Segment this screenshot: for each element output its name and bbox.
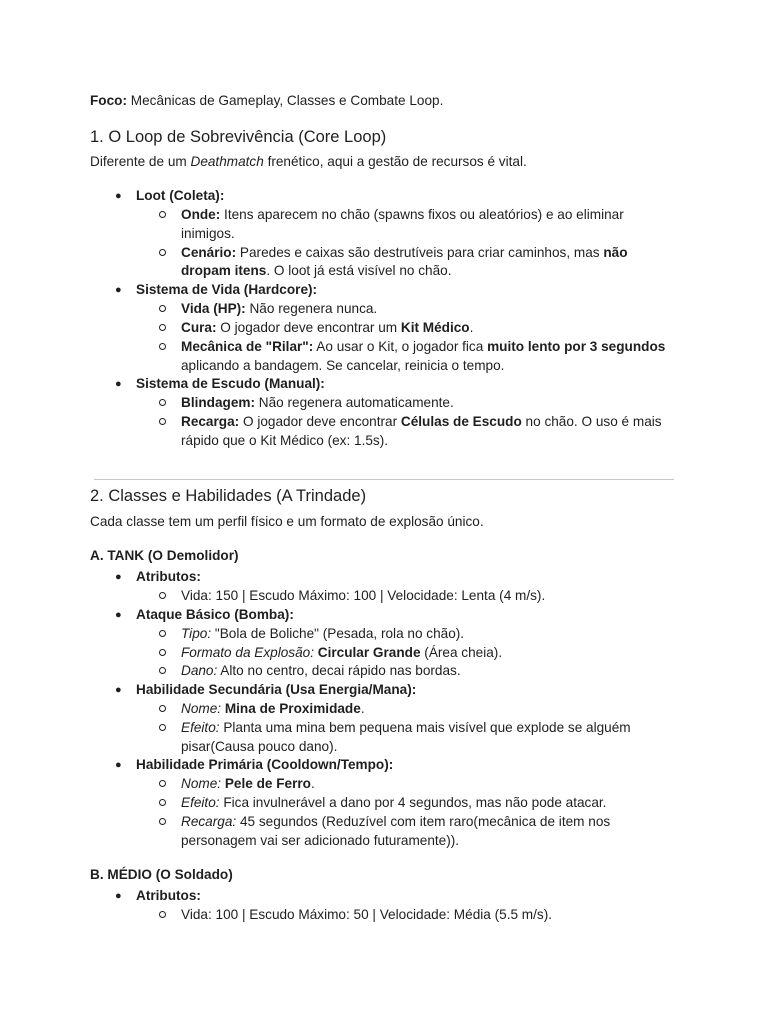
tank-pri-efeito: Efeito: Fica invulnerável a dano por 4 segundos, mas não pode atacar. xyxy=(181,795,607,810)
loot-cenario: Cenário: Paredes e caixas são destrutíveis para criar caminhos, mas não xyxy=(181,245,628,260)
sub-bullet-icon xyxy=(159,592,166,599)
escudo-title: Sistema de Escudo (Manual): xyxy=(136,376,325,391)
medio-attr-title: Atributos: xyxy=(136,888,201,903)
section-2-intro: Cada classe tem um perfil físico e um formato de explosão único. xyxy=(90,514,484,529)
tank-pri-recarga: Recarga: 45 segundos (Reduzível com item raro(mecânica de item nos xyxy=(181,814,611,829)
escudo-recarga-cont: rápido que o Kit Médico (ex: 1.5s). xyxy=(181,433,389,448)
bullet-icon: ● xyxy=(115,684,122,696)
sub-bullet-icon xyxy=(159,780,166,787)
tank-sec-title: Habilidade Secundária (Usa Energia/Mana): xyxy=(136,682,417,697)
tank-attr-title: Atributos: xyxy=(136,569,201,584)
tank-sec-efeito: Efeito: Planta uma mina bem pequena mais visível que explode se alguém xyxy=(181,720,631,735)
tank-pri-title: Habilidade Primária (Cooldown/Tempo): xyxy=(136,757,394,772)
tank-attr-text: Vida: 150 | Escudo Máximo: 100 | Velocidade: Lenta (4 m/s). xyxy=(181,588,546,603)
sub-bullet-icon xyxy=(159,211,166,218)
bullet-icon: ● xyxy=(115,190,122,202)
medio-attr-text: Vida: 100 | Escudo Máximo: 50 | Velocidade: Média (5.5 m/s). xyxy=(181,907,553,922)
sub-bullet-icon xyxy=(159,324,166,331)
tank-dano: Dano: Alto no centro, decai rápido nas bordas. xyxy=(181,663,461,678)
sub-bullet-icon xyxy=(159,649,166,656)
loot-onde-cont: inimigos. xyxy=(181,226,235,241)
bullet-icon: ● xyxy=(115,609,122,621)
sub-bullet-icon xyxy=(159,343,166,350)
bullet-icon: ● xyxy=(115,284,122,296)
focus-text: Mecânicas de Gameplay, Classes e Combate Loop. xyxy=(127,93,444,108)
focus-line xyxy=(90,92,443,110)
tank-title: A. TANK (O Demolidor) xyxy=(90,548,239,563)
loot-cenario-cont: dropam itens. O loot já está visível no chão. xyxy=(181,263,452,278)
vida-rilar-cont: aplicando a bandagem. Se cancelar, reinicia o tempo. xyxy=(181,358,505,373)
tank-sec-efeito-cont: pisar(Causa pouco dano). xyxy=(181,739,338,754)
section-1-intro: Diferente de um Deathmatch frenético, aqui a gestão de recursos é vital. xyxy=(90,154,527,169)
sub-bullet-icon xyxy=(159,911,166,918)
loot-onde: Onde: Itens aparecem no chão (spawns fixos ou aleatórios) e ao eliminar xyxy=(181,207,624,222)
sub-bullet-icon xyxy=(159,399,166,406)
sub-bullet-icon xyxy=(159,305,166,312)
section-1-heading: 1. O Loop de Sobrevivência (Core Loop) xyxy=(90,128,387,146)
section-2-heading: 2. Classes e Habilidades (A Trindade) xyxy=(90,487,367,505)
vida-rilar: Mecânica de "Rilar": Ao usar o Kit, o jogador fica muito lento por 3 segundos xyxy=(181,339,666,354)
sub-bullet-icon xyxy=(159,818,166,825)
bullet-icon: ● xyxy=(115,890,122,902)
vida-hp: Vida (HP): Não regenera nunca. xyxy=(181,301,378,316)
escudo-blindagem: Blindagem: Não regenera automaticamente. xyxy=(181,395,454,410)
sub-bullet-icon xyxy=(159,418,166,425)
sub-bullet-icon xyxy=(159,724,166,731)
tank-tipo: Tipo: "Bola de Boliche" (Pesada, rola no chão). xyxy=(181,626,465,641)
sub-bullet-icon xyxy=(159,630,166,637)
medio-title: B. MÉDIO (O Soldado) xyxy=(90,867,233,882)
tank-pri-recarga-cont: personagem vai ser adicionado futuramente)). xyxy=(181,833,460,848)
sub-bullet-icon xyxy=(159,249,166,256)
loot-title: Loot (Coleta): xyxy=(136,188,225,203)
bullet-icon: ● xyxy=(115,378,122,390)
escudo-recarga: Recarga: O jogador deve encontrar Células de Escudo no chão. O uso é mais xyxy=(181,414,662,429)
vida-title: Sistema de Vida (Hardcore): xyxy=(136,282,318,297)
bullet-icon: ● xyxy=(115,571,122,583)
sub-bullet-icon xyxy=(159,667,166,674)
tank-formato: Formato da Explosão: Circular Grande (Área cheia). xyxy=(181,645,503,660)
bullet-icon: ● xyxy=(115,759,122,771)
horizontal-divider xyxy=(94,479,674,480)
sub-bullet-icon xyxy=(159,799,166,806)
tank-atk-title: Ataque Básico (Bomba): xyxy=(136,607,294,622)
sub-bullet-icon xyxy=(159,705,166,712)
tank-pri-nome: Nome: Pele de Ferro. xyxy=(181,776,315,791)
vida-cura: Cura: O jogador deve encontrar um Kit Médico. xyxy=(181,320,474,335)
focus-label: Foco: xyxy=(90,93,127,108)
tank-sec-nome: Nome: Mina de Proximidade. xyxy=(181,701,365,716)
